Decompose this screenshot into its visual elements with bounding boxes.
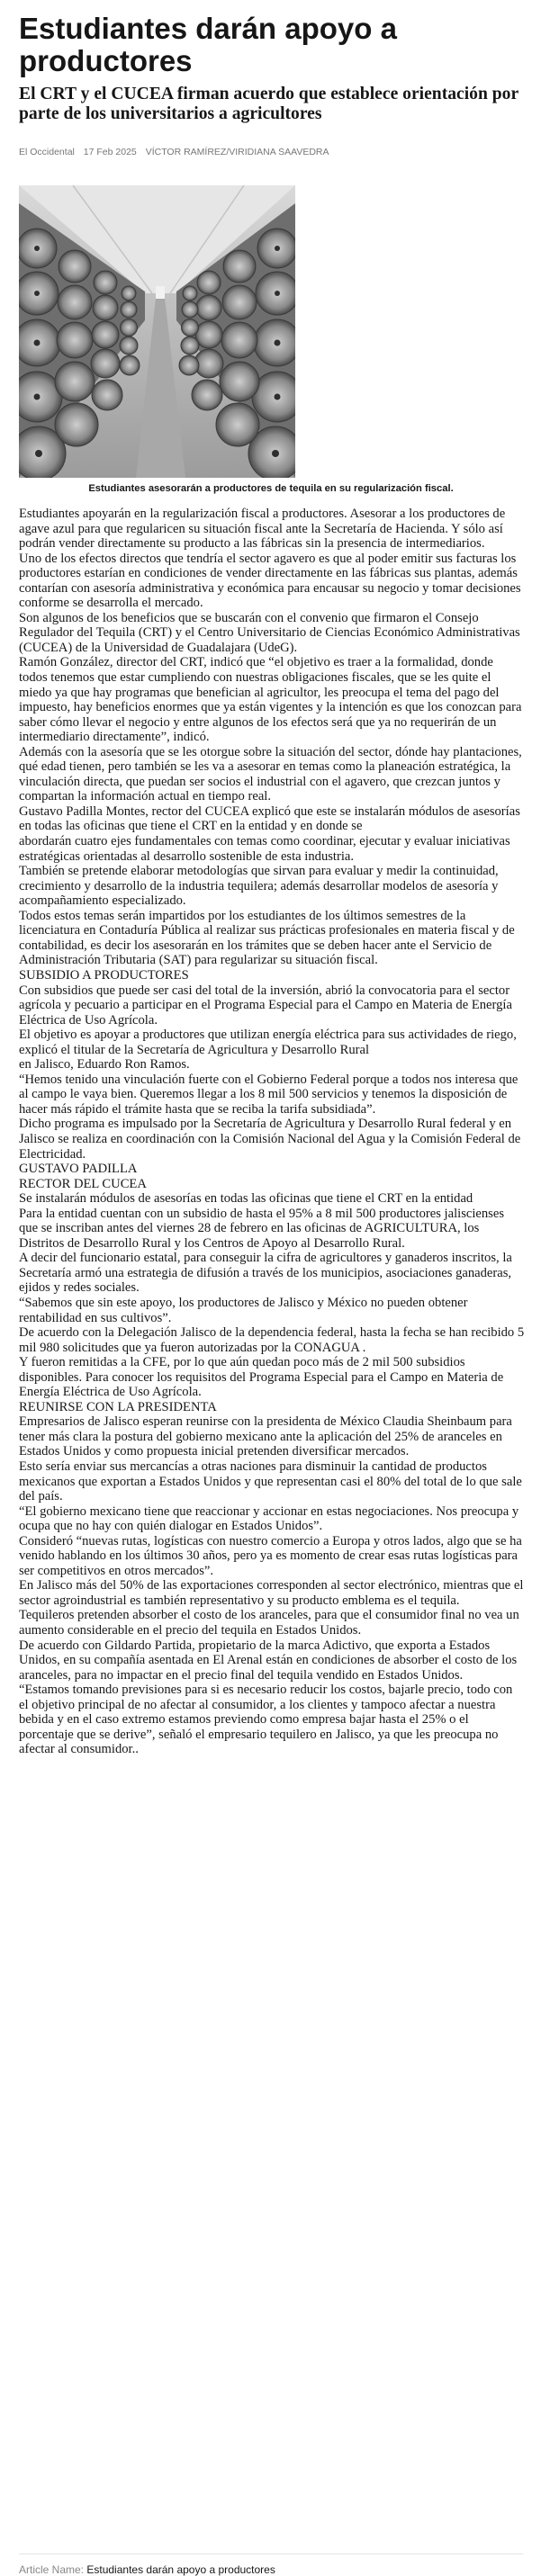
paragraph: en Jalisco, Eduardo Ron Ramos. xyxy=(19,1057,190,1073)
paragraph: En Jalisco más del 50% de las exportaciones corresponden al sector electrónico, mientras que el sector agroindustrial es también representativo y su producto emblema es el tequila. xyxy=(19,1578,524,1608)
section-heading: REUNIRSE CON LA PRESIDENTA xyxy=(19,1399,217,1414)
paragraph: Con subsidios que puede ser casi del total de la inversión, abrió la convocatoria para el sector agrícola y pecuario a participar en el Programa Especial para el Campo en Materia de Energía Eléctrica de Uso Agrícola. xyxy=(19,983,512,1028)
paragraph: Además con la asesoría que se les otorgue sobre la situación del sector, dónde hay plantaciones, qué edad tienen, pero también se les va a asesorar en temas como la planeación estratégica, la vinculación directa, que puedan ser socios el industrial con el agavero, que crezcan juntos y compartan la información actual en tiempo real. xyxy=(19,744,522,804)
section-heading: GUSTAVO PADILLA xyxy=(19,1162,138,1177)
paragraph: Para la entidad cuentan con un subsidio de hasta el 95% a 8 mil 500 productores jaliscienses que se inscriban antes del viernes 28 de febrero en las oficinas de AGRICULTURA, los Distritos de Desarrollo Rural y los Centros de Apoyo al Desarrollo Rural. xyxy=(19,1206,505,1251)
article-body xyxy=(19,507,525,1757)
article-footer xyxy=(19,2563,275,2576)
paragraph: “El gobierno mexicano tiene que reaccionar y accionar en estas negociaciones. Nos preocupa y ocupa que no hay con quién dialogar en Estados Unidos”. xyxy=(19,1503,519,1534)
byline xyxy=(19,147,336,157)
section-heading: SUBSIDIO A PRODUCTORES xyxy=(19,967,189,983)
pull-quote: Se instalarán módulos de asesorías en todas las oficinas que tiene el CRT en la entidad xyxy=(19,1191,473,1207)
paragraph: Empresarios de Jalisco esperan reunirse con la presidenta de México Claudia Sheinbaum para tener más clara la postura del gobierno mexicano ante la aplicación del 25% de aranceles en Estados Unidos y como propuesta inicial pretenden diversificar mercados. xyxy=(19,1414,512,1459)
headline: Estudiantes darán apoyo a productores xyxy=(19,12,397,77)
source-name: El Occidental xyxy=(19,147,75,157)
author-names: VÍCTOR RAMÍREZ/VIRIDIANA SAAVEDRA xyxy=(145,147,329,157)
paragraph: “Sabemos que sin este apoyo, los productores de Jalisco y México no pueden obtener rentabilidad en sus cultivos”. xyxy=(19,1295,468,1325)
paragraph: De acuerdo con Gildardo Partida, propietario de la marca Adictivo, que exporta a Estados Unidos, en su compañía asentada en El Arenal están en condiciones de absorber el costo de los aranceles, para no impactar en el precio final del tequila vendido en Estados Unidos. xyxy=(19,1638,518,1683)
paragraph: De acuerdo con la Delegación Jalisco de la dependencia federal, hasta la fecha se han recibido 5 mil 980 solicitudes que ya fueron autorizadas por la CONAGUA . xyxy=(19,1325,525,1355)
paragraph: Gustavo Padilla Montes, rector del CUCEA explicó que este se instalarán módulos de asesorías en todas las oficinas que tiene el CRT en la entidad y en donde se xyxy=(19,803,520,834)
paragraph: Consideró “nuevas rutas, logísticas con nuestro comercio a Europa y otros lados, algo que se ha venido hablando en los últimos 30 años, pero ya es momento de crear esas rutas logísticas para ser competitivos en otros mercados”. xyxy=(19,1533,522,1578)
article-photo xyxy=(19,185,295,478)
paragraph: Dicho programa es impulsado por la Secretaría de Agricultura y Desarrollo Rural federal y en Jalisco se realiza en coordinación con la Comisión Nacional del Agua y la Comisión Federal de Electricidad. xyxy=(19,1117,521,1162)
paragraph: Son algunos de los beneficios que se buscarán con el convenio que firmaron el Consejo Regulador del Tequila (CRT) y el Centro Universitario de Ciencias Económico Administrativas (CUCEA) de la Universidad de Guadalajara (UdeG). xyxy=(19,610,520,655)
paragraph: Todos estos temas serán impartidos por los estudiantes de los últimos semestres de la licenciatura en Contaduría Pública al realizar sus prácticas profesionales en materia fiscal y de contabilidad, es decir los asesorarán en los trámites que se deben hacer ante el Servicio de Administración Tributaria (SAT) para regularizar su situación fiscal. xyxy=(19,908,515,968)
paragraph: Estudiantes apoyarán en la regularización fiscal a productores. Asesorar a los productores de agave azul para que regularicen su situación fiscal ante la Secretaría de Hacienda. Y sólo así podrán vender directamente su producto a las fábricas sin la presencia de intermediarios. xyxy=(19,507,506,552)
footer-label: Article Name: xyxy=(19,2563,85,2576)
section-heading: RECTOR DEL CUCEA xyxy=(19,1176,147,1191)
paragraph: Tequileros pretenden absorber el costo de los aranceles, para que el consumidor final no vea un aumento considerable en el precio del tequila en Estados Unidos. xyxy=(19,1608,519,1638)
publish-date: 17 Feb 2025 xyxy=(83,147,137,157)
footer-article-name: Estudiantes darán apoyo a productores xyxy=(86,2563,275,2576)
paragraph: A decir del funcionario estatal, para conseguir la cifra de agricultores y ganaderos inscritos, la Secretaría armó una estrategia de difusión a través de los municipios, asociaciones ganaderas, ejidos y redes sociales. xyxy=(19,1251,512,1296)
paragraph: Esto sería enviar sus mercancías a otras naciones para disminuir la cantidad de productos mexicanos que exportan a Estados Unidos y que representan casi el 80% del total de lo que sale del país. xyxy=(19,1459,522,1504)
photo-caption: Estudiantes asesorarán a productores de tequila en su regularización fiscal. xyxy=(88,483,454,494)
paragraph: También se pretende elaborar metodologías que sirvan para evaluar y medir la continuidad, crecimiento y desarrollo de la industria tequilera; además desarrollar modelos de asesoría y acompañamiento especializado. xyxy=(19,864,499,909)
paragraph: Ramón González, director del CRT, indicó que “el objetivo es traer a la formalidad, donde todos tenemos que estar cumpliendo con nuestras obligaciones fiscales, que se les quite el miedo ya que hay programas que benefician al agricultor, les preocupa el tema del pago del impuesto, hay beneficios enormes que ya están vigentes y la intención es que los conozcan para saber cómo llevar el negocio y entre algunos de los efectos será que ya no requerirán de un intermediario directamente”, indicó. xyxy=(19,655,522,745)
paragraph: abordarán cuatro ejes fundamentales con temas como coordinar, ejecutar y evaluar iniciativas estratégicas orientadas al desarrollo sostenible de esta industria. xyxy=(19,834,510,864)
paragraph: “Hemos tenido una vinculación fuerte con el Gobierno Federal porque a todos nos interesa que al campo le vaya bien. Queremos llegar a los 8 mil 500 servicios y tenemos la disposición de hacer más rápido el trámite hasta que se reciba la tarifa subsidiada”. xyxy=(19,1072,518,1117)
paragraph: “Estamos tomando previsiones para si es necesario reducir los costos, bajarle precio, todo con el objetivo principal de no afectar al consumidor, a los clientes y tampoco afectar a nuestra bebida y en el caso extremo estamos previendo como empresa bajar hasta el 25% o el porcentaje que se derive”, señaló el empresario tequilero en Jalisco, ya que les preocupa no afectar al consumidor.. xyxy=(19,1683,513,1757)
paragraph: Uno de los efectos directos que tendría el sector agavero es que al poder emitir sus facturas los productores estarían en condiciones de vender directamente en las fábricas sus plantas, además contarían con asesoría administrativa y económica para encausar su negocio y tomar decisiones conforme se desarrolla el mercado. xyxy=(19,551,521,611)
paragraph: Y fueron remitidas a la CFE, por lo que aún quedan poco más de 2 mil 500 subsidios disponibles. Para conocer los requisitos del Programa Especial para el Campo en Materia de Energía Eléctrica de Uso Agrícola. xyxy=(19,1355,504,1400)
barrel-warehouse-image xyxy=(19,185,295,478)
paragraph: El objetivo es apoyar a productores que utilizan energía eléctrica para sus actividades de riego, explicó el titular de la Secretaría de Agricultura y Desarrollo Rural xyxy=(19,1028,517,1057)
subtitle: El CRT y el CUCEA firman acuerdo que establece orientación por parte de los universitarios a agricultores xyxy=(19,85,518,123)
